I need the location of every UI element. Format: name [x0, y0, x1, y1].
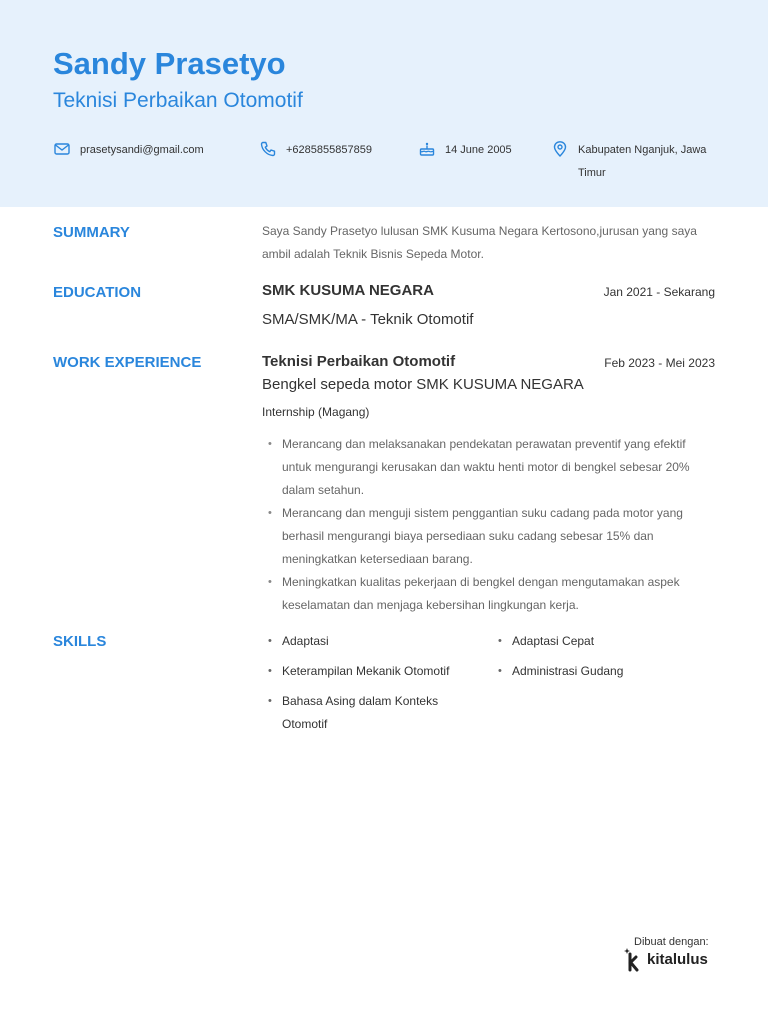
job-date: Feb 2023 - Mei 2023	[604, 356, 715, 370]
footer-label: Dibuat dengan:	[634, 936, 709, 948]
cake-icon	[418, 140, 436, 158]
skill-item: • Adaptasi Cepat	[492, 630, 712, 653]
job-type: Internship (Magang)	[262, 405, 370, 419]
location-pin-icon	[551, 140, 569, 158]
job-title: Teknisi Perbaikan Otomotif	[262, 353, 456, 370]
contact-location	[551, 139, 721, 185]
skill-item: • Keterampilan Mekanik Otomotif	[262, 660, 482, 683]
contact-phone	[259, 139, 409, 162]
job-bullets	[262, 433, 717, 617]
job-bullet: • Merancang dan melaksanakan pendekatan perawatan preventif yang efektif untuk mengurangi kerusakan dan waktu henti motor di bengkel sebesar 20% dalam setahun.	[262, 433, 717, 502]
phone-icon	[259, 140, 277, 158]
candidate-role: Teknisi Perbaikan Otomotif	[53, 89, 303, 112]
mail-icon	[53, 140, 71, 158]
resume-header	[0, 0, 768, 207]
location-text: Kabupaten Nganjuk, Jawa Timur	[578, 144, 707, 179]
birthday-text: 14 June 2005	[445, 144, 512, 156]
education-heading: EDUCATION	[53, 284, 142, 301]
work-heading: WORK EXPERIENCE	[53, 354, 202, 371]
kitalulus-logo	[624, 944, 708, 974]
skill-item: • Bahasa Asing dalam Konteks Otomotif	[262, 690, 472, 736]
skills-heading: SKILLS	[53, 633, 107, 650]
contact-email	[53, 139, 243, 162]
job-bullet: • Merancang dan menguji sistem penggantian suku cadang pada motor yang berhasil mengurangi biaya persediaan suku cadang sebesar 15% dan meningkatkan ketersediaan barang.	[262, 502, 717, 571]
summary-text: Saya Sandy Prasetyo lulusan SMK Kusuma Negara Kertosono,jurusan yang saya ambil adalah Teknik Bisnis Sepeda Motor.	[262, 224, 697, 261]
kitalulus-logo-icon	[624, 944, 644, 974]
job-bullet: • Meningkatkan kualitas pekerjaan di bengkel dengan mengutamakan aspek keselamatan dan menjaga kebersihan lingkungan kerja.	[262, 571, 717, 617]
email-text: prasetysandi@gmail.com	[80, 144, 204, 156]
education-date: Jan 2021 - Sekarang	[603, 285, 715, 299]
summary-heading: SUMMARY	[53, 224, 130, 241]
education-school: SMK KUSUMA NEGARA	[262, 282, 434, 299]
education-degree: SMA/SMK/MA - Teknik Otomotif	[262, 311, 474, 328]
skill-item: • Administrasi Gudang	[492, 660, 712, 683]
candidate-name: Sandy Prasetyo	[53, 46, 286, 81]
kitalulus-brand: kitalulus	[647, 950, 708, 968]
job-company: Bengkel sepeda motor SMK KUSUMA NEGARA	[262, 376, 584, 393]
skill-item: • Adaptasi	[262, 630, 482, 653]
phone-text: +6285855857859	[286, 144, 372, 156]
contact-birthday	[418, 139, 538, 162]
